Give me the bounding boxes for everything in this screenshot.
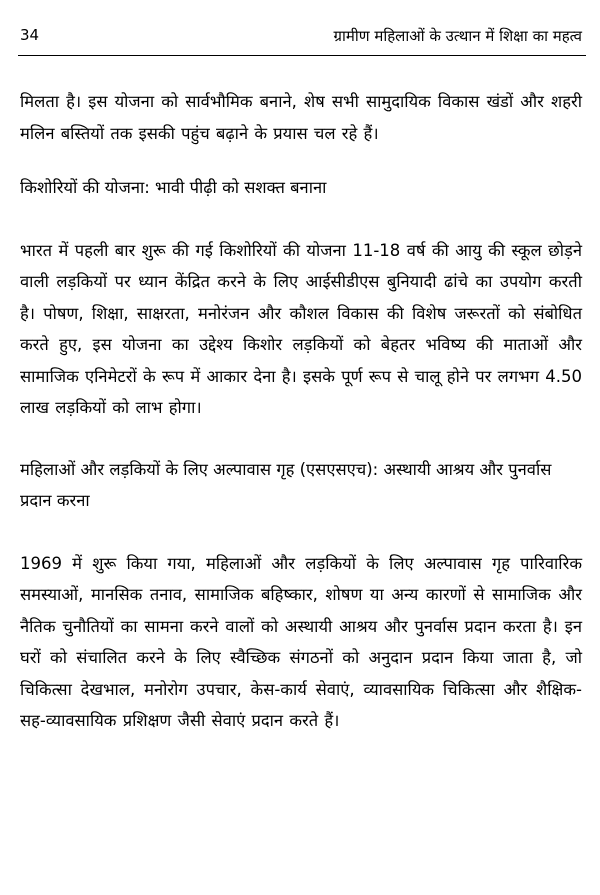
page-header (20, 26, 582, 50)
page-number: 34 (20, 26, 40, 44)
paragraph-short-stay-homes: 1969 में शुरू किया गया, महिलाओं और लड़कियों के लिए अल्पावास गृह पारिवारिक समस्याओं, मानसिक तनाव, सामाजिक बहिष्कार, शोषण या अन्य कारणों से सामाजिक और नैतिक चुनौतियों का सामना करने वालों को अस्थायी आश्रय और पुनर्वास प्रदान करता है। इन घरों को संचालित करने के लिए स्वैच्छिक संगठनों को अनुदान प्रदान किया जाता है, जो चिकित्सा देखभाल, मनोरोग उपचार, केस-कार्य सेवाएं, व्यावसायिक चिकित्सा और शैक्षिक-सह-व्यावसायिक प्रशिक्षण जैसी सेवाएं प्रदान करते हैं। (20, 553, 582, 730)
header-rule (18, 55, 586, 56)
paragraph-continuation: मिलता है। इस योजना को सार्वभौमिक बनाने, शेष सभी सामुदायिक विकास खंडों और शहरी मलिन बस्तियों तक इसकी पहुंच बढ़ाने के प्रयास चल रहे हैं। (20, 92, 582, 143)
section-heading-adolescent-girls-scheme: किशोरियों की योजना: भावी पीढ़ी को सशक्त बनाना (20, 178, 327, 197)
page-body (20, 86, 582, 737)
running-title: ग्रामीण महिलाओं के उत्थान में शिक्षा का महत्व (333, 27, 582, 45)
section-heading-short-stay-homes: महिलाओं और लड़कियों के लिए अल्पावास गृह (एसएसएच): अस्थायी आश्रय और पुनर्वास प्रदान करना (20, 459, 552, 510)
paragraph-adolescent-girls-scheme: भारत में पहली बार शुरू की गई किशोरियों की योजना 11-18 वर्ष की आयु की स्कूल छोड़ने वाली लड़कियों पर ध्यान केंद्रित करने के लिए आईसीडीएस बुनियादी ढांचे का उपयोग करती है। पोषण, शिक्षा, साक्षरता, मनोरंजन और कौशल विकास की विशेष जरूरतों को संबोधित करते हुए, इस योजना का उद्देश्य किशोर लड़कियों को बेहतर भविष्य की माताओं और सामाजिक एनिमेटरों के रूप में आकार देना है। इसके पूर्ण रूप से चालू होने पर लगभग 4.50 लाख लड़कियों को लाभ होगा। (20, 240, 582, 417)
